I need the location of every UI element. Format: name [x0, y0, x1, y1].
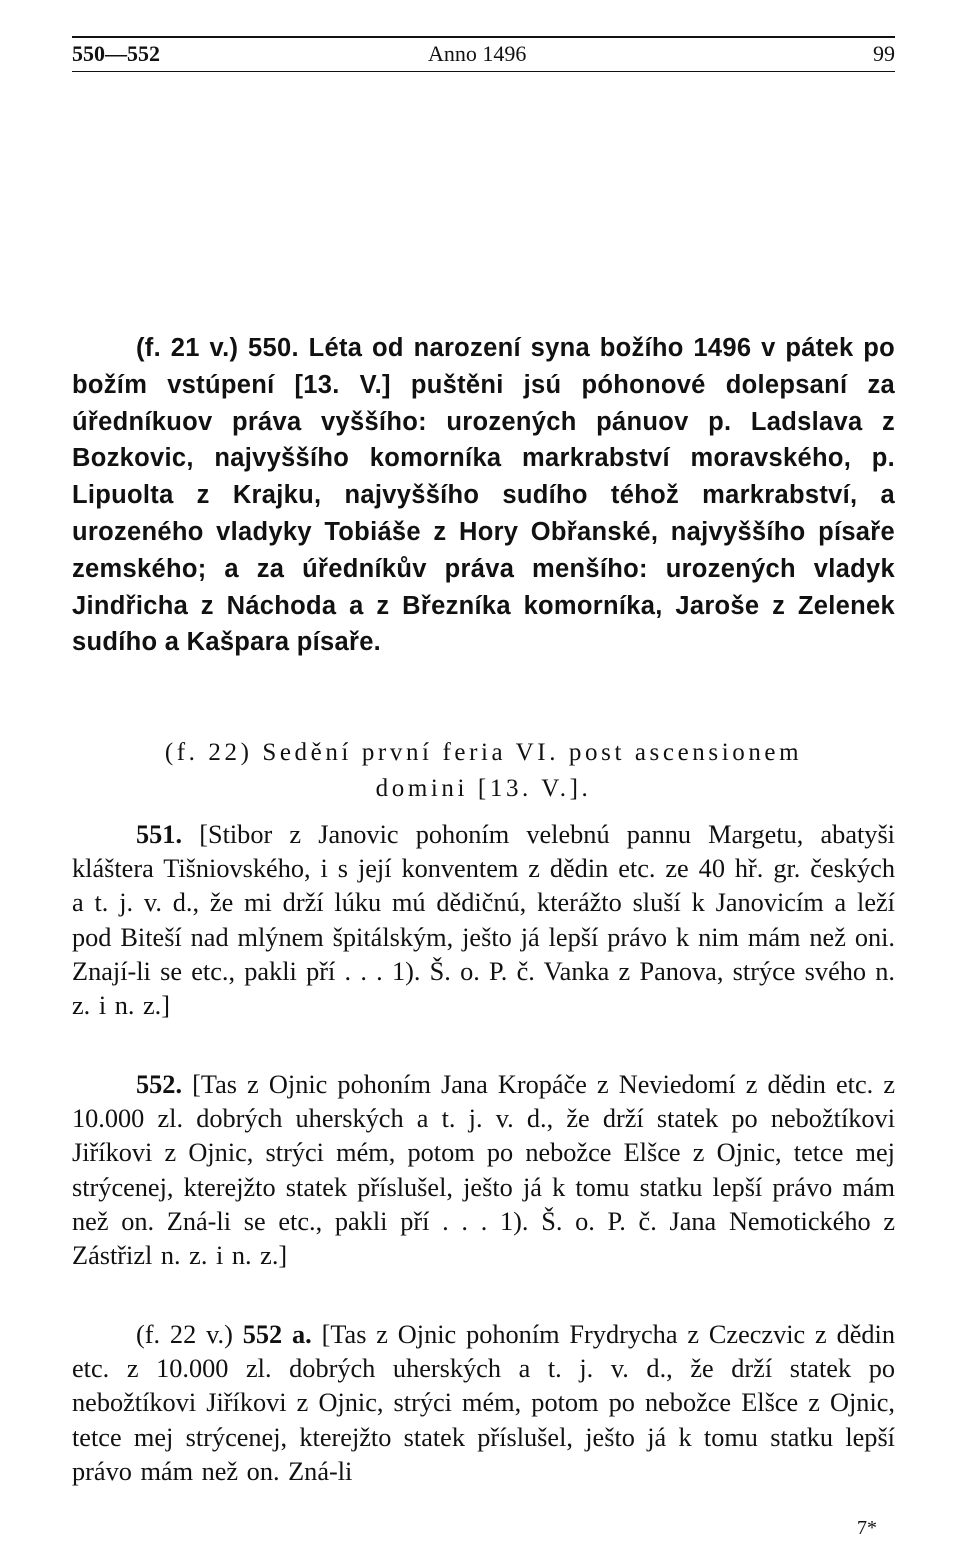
entry-550: [72, 330, 895, 661]
header-bottom-rule: [72, 71, 895, 72]
entry-550-folio: (f. 21 v.): [136, 334, 239, 362]
entry-552a-number: 552 a.: [242, 1320, 312, 1349]
entry-552-text: [Tas z Ojnic pohoním Jana Kropáče z Neviedomí z dědin etc. z 10.000 zl. dobrých uherských a t. j. v. d., že drží statek po nebožtíkovi Jiříkovi z Ojnic, strýci mém, potom po nebožce Elšce z Ojnic, tetce mej strýcenej, kterejžto statek příslušel, ješto já k tomu statku lepší právo mám než on. Zná-li se etc., pakli pří . . . 1). Š. o. P. č. Jana Nemotického z Zástřizl n. z. i n. z.]: [72, 1070, 895, 1271]
entry-550-text: Léta od narození syna božího 1496 v pátek po božím vstúpení [13. V.] puštěni jsú póhonové dolepsaní za úředníkuov práva vyššího: urozených pánuov p. Ladslava z Bozkovic, najvyššího komorníka markrabství moravského, p. Lipuolta z Krajku, najvyššího sudího téhož markrabství, a urozeného vladyky Tobiáše z Hory Obřanské, najvyššího písaře zemského; a za úředníkův práva menšího: urozených vladyk Jindřicha z Náchoda a z Březníka komorníka, Jaroše z Zelenek sudího a Kašpara písaře.: [72, 334, 896, 657]
page-number: 99: [873, 41, 895, 66]
signature-mark: 7*: [857, 1517, 877, 1539]
entry-552: [72, 1068, 895, 1273]
entry-552-number: 552.: [136, 1070, 183, 1099]
header-entry-range: 550—552: [72, 41, 160, 66]
entry-551-number: 551.: [136, 820, 183, 849]
header-year-title: Anno 1496: [428, 41, 527, 66]
entry-550-number: 550.: [248, 334, 299, 362]
entry-552a-text: [Tas z Ojnic pohoním Frydrycha z Czeczvic z dědin etc. z 10.000 zl. dobrých uherských a t. j. v. d., že drží statek po nebožtíkovi Jiříkovi z Ojnic, strýci mém, potom po nebožce Elšce z Ojnic, tetce mej strýcenej, kterejžto statek příslušel, ješto já k tomu statku lepší právo mám než on. Zná-li: [72, 1320, 895, 1486]
entry-551-text: [Stibor z Janovic pohoním velebnú pannu Margetu, abatyši kláštera Tišniovského, i s její konventem z dědin etc. ze 40 hř. gr. českých a t. j. v. d., že mi drží lúku mú dědičnú, kterážto sluší k Janovicím a leží pod Biteší nad mlýnem špitálským, ješto já lepší právo k nim mám než oni. Znají-li se etc., pakli pří . . . 1). Š. o. P. č. Vanka z Panova, strýce svého n. z. i n. z.]: [72, 820, 895, 1021]
entry-552a: [72, 1318, 895, 1489]
running-header: [72, 36, 895, 72]
session-heading: [72, 735, 895, 807]
header-top-rule: [72, 36, 895, 38]
entry-551: [72, 818, 895, 1023]
session-heading-line-2: domini [13. V.].: [375, 775, 592, 802]
session-heading-line-1: (f. 22) Sedění první feria VI. post ascensionem: [164, 739, 803, 766]
entry-552a-folio: (f. 22 v.): [136, 1320, 233, 1349]
